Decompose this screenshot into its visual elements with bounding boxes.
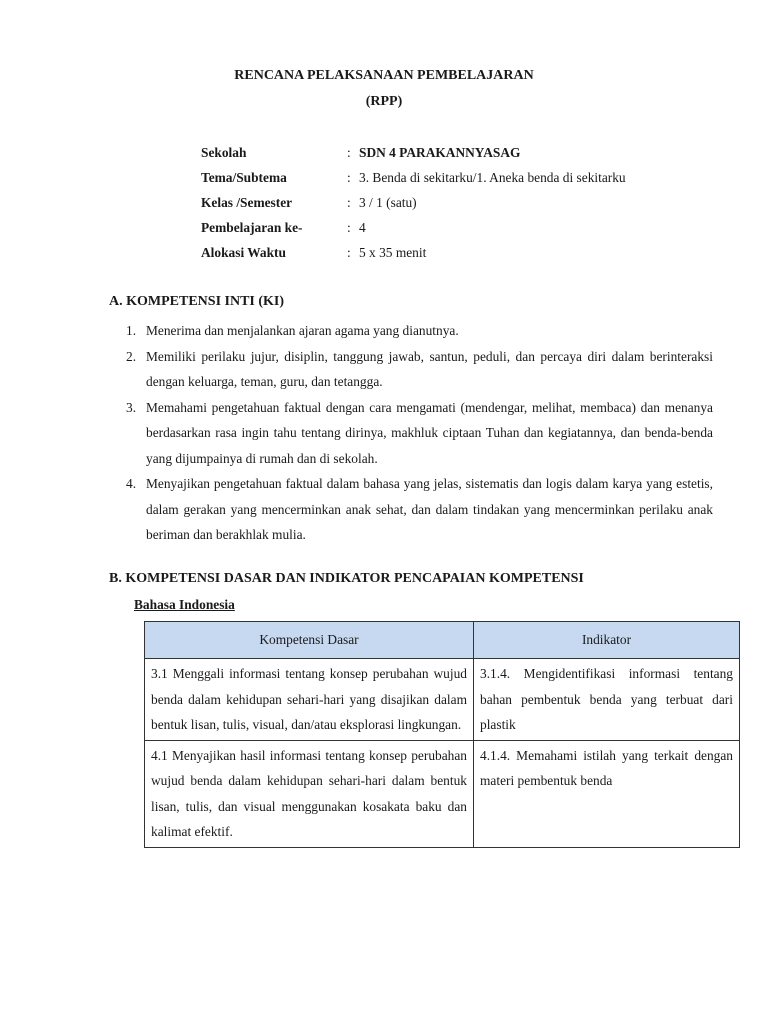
ki-item-text: Memiliki perilaku jujur, disiplin, tanggung jawab, santun, peduli, dan percaya diri dalam berinteraksi dengan keluarga, teman, guru, dan tetangga. xyxy=(146,348,713,389)
table-header-row xyxy=(145,622,740,659)
identity-label: Kelas /Semester xyxy=(201,195,293,210)
ki-item xyxy=(126,344,713,395)
section-b-heading: B. KOMPETENSI DASAR DAN INDIKATOR PENCAPAIAN KOMPETENSI xyxy=(109,571,584,586)
section-a-heading: A. KOMPETENSI INTI (KI) xyxy=(109,294,285,309)
identity-colon: : xyxy=(347,145,351,160)
subject-heading: Bahasa Indonesia xyxy=(134,597,235,612)
ki-item xyxy=(126,395,713,472)
document-subtitle: (RPP) xyxy=(365,94,403,109)
table-cell-kompetensi: 4.1 Menyajikan hasil informasi tentang konsep perubahan wujud benda dalam kehidupan sehari-hari dalam bentuk lisan, tulis, dan visual menggunakan kosakata baku dan kalimat efektif. xyxy=(145,740,474,847)
identity-label: Sekolah xyxy=(201,145,247,160)
table-cell-kompetensi: 3.1 Menggali informasi tentang konsep perubahan wujud benda dalam kehidupan sehari-hari yang disajikan dalam bentuk lisan, tulis, visual, dan/atau eksplorasi lingkungan. xyxy=(145,659,474,741)
identity-label: Tema/Subtema xyxy=(201,170,287,185)
table-row xyxy=(145,659,740,741)
column-header-kompetensi-dasar: Kompetensi Dasar xyxy=(145,622,474,659)
identity-value: 5 x 35 menit xyxy=(359,245,427,260)
identity-label: Pembelajaran ke- xyxy=(201,220,303,235)
ki-item xyxy=(126,471,713,548)
identity-colon: : xyxy=(347,170,351,185)
identity-colon: : xyxy=(347,195,351,210)
ki-item-text: Memahami pengetahuan faktual dengan cara mengamati (mendengar, melihat, membaca) dan menanya berdasarkan rasa ingin tahu tentang dirinya, makhluk ciptaan Tuhan dan kegiatannya, dan benda-benda yang dijumpainya di rumah dan di sekolah. xyxy=(146,399,713,466)
ki-item-text: Menerima dan menjalankan ajaran agama yang dianutnya. xyxy=(146,323,459,338)
table-row xyxy=(145,740,740,847)
identity-value: SDN 4 PARAKANNYASAG xyxy=(359,145,521,160)
ki-item-number: 2. xyxy=(126,348,137,364)
document-title: RENCANA PELAKSANAAN PEMBELAJARAN xyxy=(234,68,534,83)
identity-value: 3 / 1 (satu) xyxy=(359,195,417,210)
identity-colon: : xyxy=(347,245,351,260)
ki-item-number: 4. xyxy=(126,476,137,491)
identity-value: 3. Benda di sekitarku/1. Aneka benda di sekitarku xyxy=(359,170,626,185)
competency-table xyxy=(144,621,740,848)
identity-colon: : xyxy=(347,220,351,235)
table-cell-indikator: 4.1.4. Memahami istilah yang terkait dengan materi pembentuk benda xyxy=(474,740,740,847)
identity-value: 4 xyxy=(359,220,366,235)
ki-list xyxy=(126,318,713,548)
ki-item-number: 1. xyxy=(126,323,137,338)
ki-item xyxy=(126,318,713,344)
ki-item-number: 3. xyxy=(126,399,137,415)
identity-label: Alokasi Waktu xyxy=(201,245,286,260)
table-cell-indikator: 3.1.4. Mengidentifikasi informasi tentang bahan pembentuk benda yang terbuat dari plastik xyxy=(474,659,740,741)
ki-item-text: Menyajikan pengetahuan faktual dalam bahasa yang jelas, sistematis dan logis dalam karya yang estetis, dalam gerakan yang mencerminkan anak sehat, dan dalam tindakan yang mencerminkan perilaku anak beriman dan berakhlak mulia. xyxy=(146,476,713,542)
column-header-indikator: Indikator xyxy=(474,622,740,659)
